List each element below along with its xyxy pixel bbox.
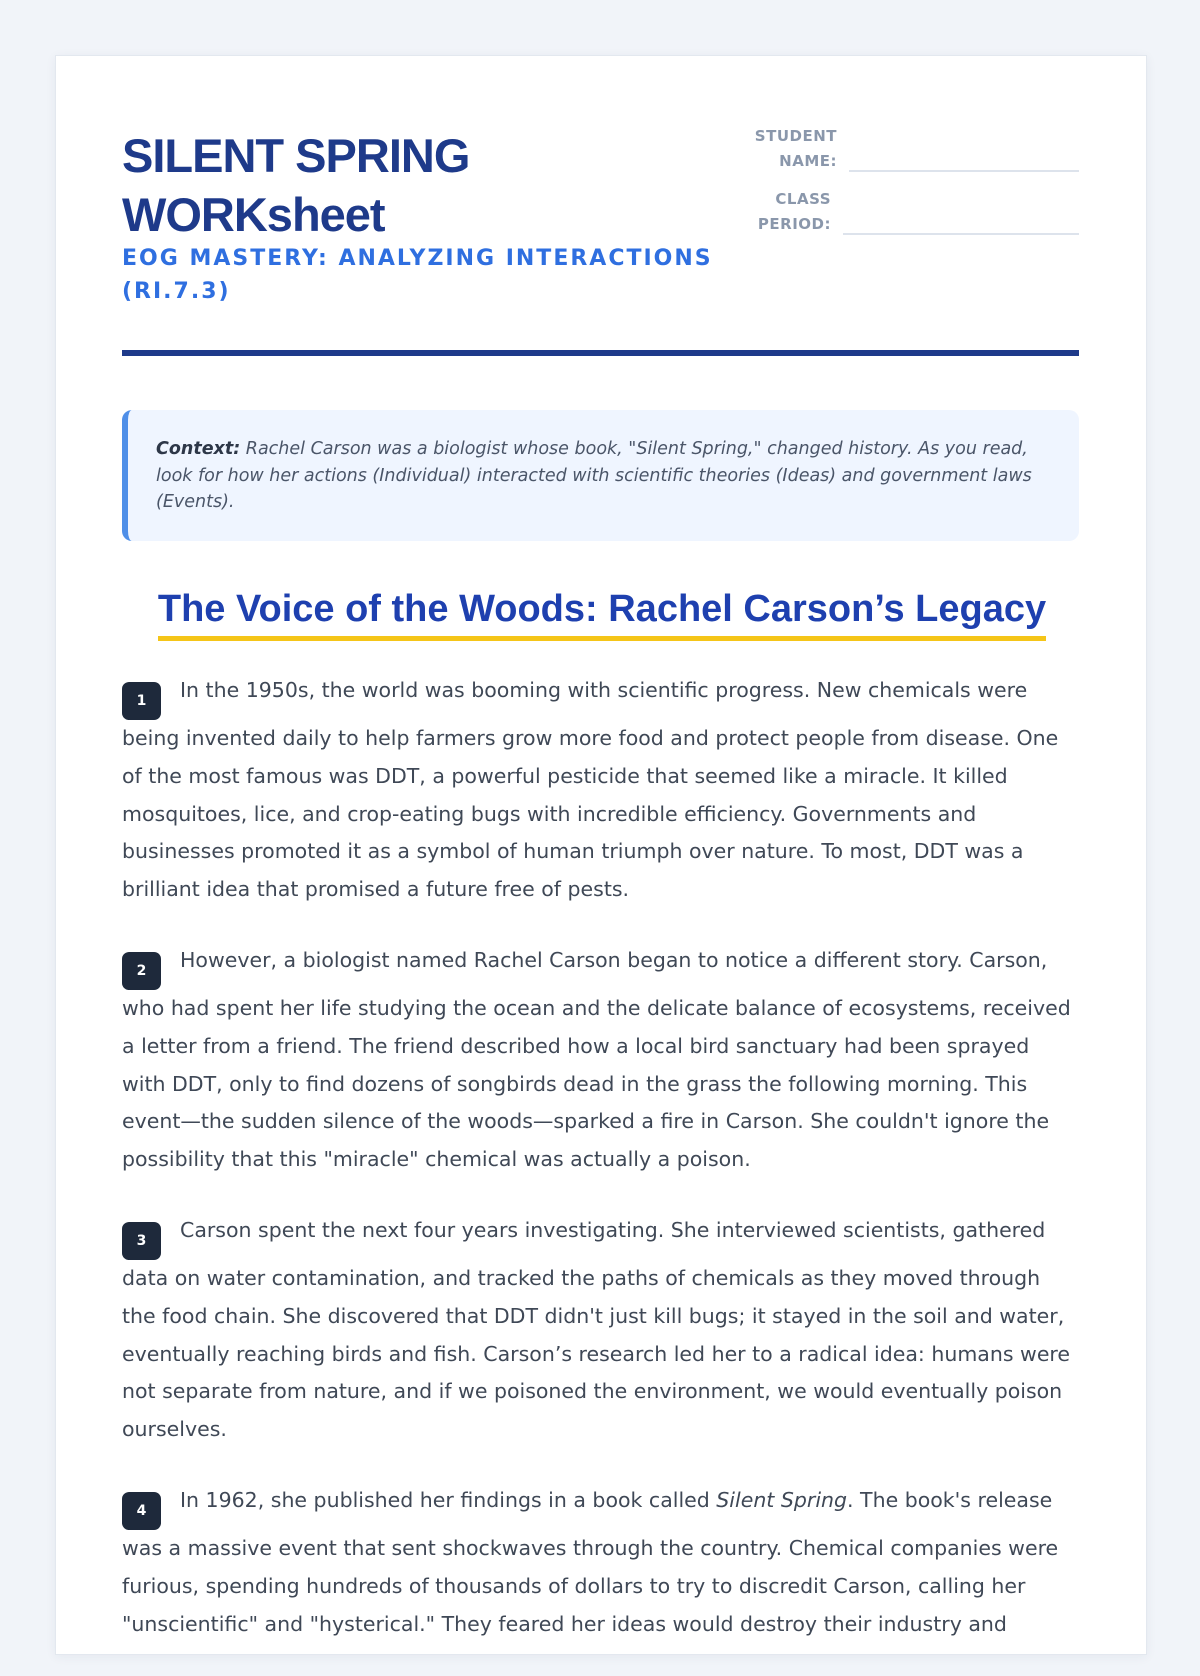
paragraph-text-before: In 1962, she published her findings in a book called (180, 1487, 717, 1512)
header-divider (122, 350, 1079, 356)
class-period-label: CLASS PERIOD: (757, 190, 831, 233)
student-name-label: STUDENT NAME: (754, 127, 837, 170)
student-name-line[interactable] (849, 170, 1079, 172)
class-period-field[interactable] (746, 187, 1079, 237)
paragraph (122, 1482, 1079, 1643)
paragraph-text: However, a biologist named Rachel Carson began to notice a different story. Carson, who had spent her life studying the ocean and the delicate balance of ecosystems, received a letter from a friend. The friend described how a local bird sanctuary had been sprayed with DDT, only to find dozens of songbirds dead in the grass the following morning. This event—the sudden silence of the woods—sparked a fire in Carson. She couldn't ignore the possibility that this "miracle" chemical was actually a poison. (122, 947, 1071, 1172)
paragraph (122, 942, 1079, 1179)
paragraph-number-badge: 2 (122, 952, 161, 990)
student-name-field[interactable] (747, 124, 1079, 174)
worksheet-title: SILENT SPRING WORKsheet (122, 129, 470, 241)
book-title: Silent Spring (716, 1487, 848, 1512)
worksheet-header (122, 126, 1079, 304)
paragraph-number-badge: 1 (122, 682, 161, 720)
paragraph-text: In the 1950s, the world was booming with scientific progress. New chemicals were being invented daily to help farmers grow more food and protect people from disease. One of the most famous was DDT, a powerful pesticide that seemed like a miracle. It killed mosquitoes, lice, and crop-eating bugs with incredible efficiency. Governments and businesses promoted it as a symbol of human triumph over nature. To most, DDT was a brilliant idea that promised a future free of pests. (122, 678, 1059, 902)
paragraph-text: Carson spent the next four years investigating. She interviewed scientists, gathered data on water contamination, and tracked the paths of chemicals as they moved through the food chain. She discovered that DDT didn't just kill bugs; it stayed in the soil and water, eventually reaching birds and fish. Carson’s research led her to a radical idea: humans were not separate from nature, and if we poisoned the environment, we would eventually poison ourselves. (122, 1217, 1071, 1442)
paragraph-number-badge: 4 (122, 1492, 161, 1530)
context-lead: Context: (156, 439, 241, 459)
worksheet-page (55, 55, 1147, 1655)
article-body (122, 672, 1079, 1676)
paragraph (122, 1212, 1079, 1449)
paragraph-text-after: . The book's release was a massive event that sent shockwaves through the country. Chemical companies were furious, spending hundreds of thousands of dollars to try to discredit Carson, calling her "unscientific" and "hysterical." They feared her ideas would destroy their industry and (122, 1487, 1059, 1636)
article-title-wrap (56, 586, 1148, 641)
paragraph (122, 672, 1079, 909)
context-box (122, 410, 1079, 541)
worksheet-subtitle: EOG MASTERY: ANALYZING INTERACTIONS (RI.7.3) (122, 246, 713, 304)
article-title: The Voice of the Woods: Rachel Carson’s Legacy (158, 586, 1046, 641)
context-text: Rachel Carson was a biologist whose book, "Silent Spring," changed history. As you read, look for how her actions (Individual) interacted with scientific theories (Ideas) and government laws (Events). (156, 439, 1032, 512)
paragraph-number-badge: 3 (122, 1222, 161, 1260)
class-period-line[interactable] (843, 233, 1079, 235)
